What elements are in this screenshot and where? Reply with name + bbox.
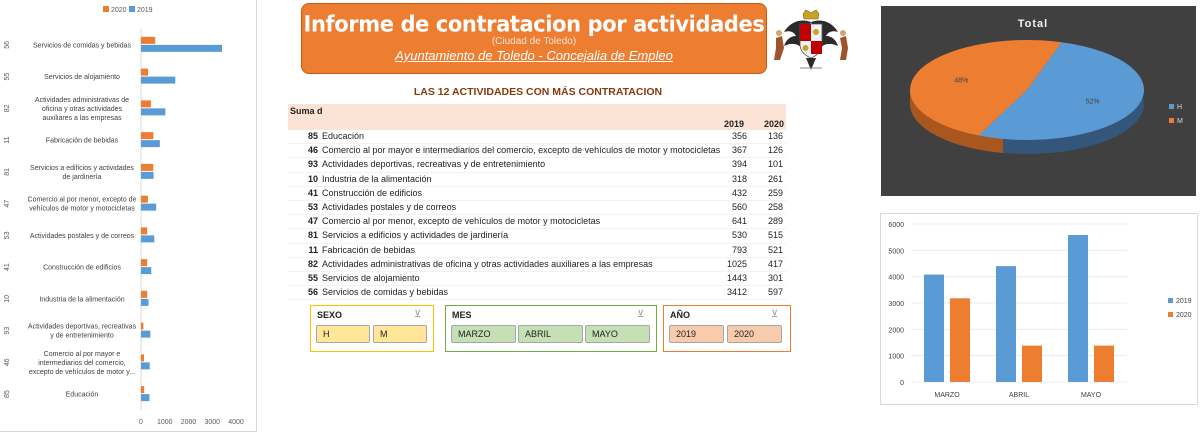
slicer-option-m[interactable]: M bbox=[373, 325, 427, 343]
legend-label-2019: 2019 bbox=[1176, 298, 1192, 305]
row-activity: Comercio al por mayor e intermediarios del comercio, excepto de vehículos de motor y motocicletas bbox=[322, 145, 721, 156]
row-value-2020: 261 bbox=[767, 173, 783, 184]
clear-filter-icon[interactable]: ⊻ bbox=[771, 309, 779, 320]
legend-swatch-h bbox=[1169, 104, 1174, 109]
y-tick-label: 4000 bbox=[888, 274, 904, 282]
bar-2020 bbox=[1094, 346, 1114, 382]
category-code: 11 bbox=[4, 136, 11, 144]
slicer-sexo-title: SEXO bbox=[317, 310, 343, 320]
bar-2019 bbox=[1068, 235, 1088, 382]
row-value-2019: 367 bbox=[731, 145, 747, 156]
bar-2019 bbox=[996, 266, 1016, 382]
table-row[interactable] bbox=[288, 229, 786, 243]
row-value-2020: 259 bbox=[767, 187, 783, 198]
row-value-2019: 793 bbox=[731, 244, 747, 255]
category-label: de jardinería bbox=[62, 173, 102, 181]
pie-title: Total bbox=[1017, 18, 1049, 30]
table-row[interactable] bbox=[288, 144, 786, 158]
table-row[interactable] bbox=[288, 130, 786, 144]
bar-2019 bbox=[141, 140, 160, 147]
bar-2020 bbox=[141, 354, 144, 361]
row-value-2020: 258 bbox=[767, 201, 783, 212]
row-code: 81 bbox=[307, 230, 318, 241]
category-code: 53 bbox=[4, 231, 11, 240]
bar-2019 bbox=[141, 267, 151, 274]
category-label: Servicios de alojamiento bbox=[44, 74, 120, 82]
category-code: 93 bbox=[4, 326, 11, 335]
x-tick-label: 1000 bbox=[156, 419, 173, 426]
row-value-2020: 136 bbox=[767, 131, 783, 141]
slicer-mes bbox=[445, 305, 657, 352]
category-code: 10 bbox=[4, 294, 11, 303]
row-activity: Industria de la alimentación bbox=[322, 173, 432, 184]
slicer-mes-title: MES bbox=[452, 310, 472, 320]
row-code: 53 bbox=[307, 201, 318, 212]
category-label: Servicios a edificios y actividades bbox=[30, 164, 134, 172]
category-label: auxiliares a las empresas bbox=[42, 114, 122, 122]
bar-2020 bbox=[141, 37, 155, 44]
row-code: 85 bbox=[307, 131, 318, 141]
row-value-2019: 641 bbox=[731, 216, 747, 227]
x-tick-label: MAYO bbox=[1080, 392, 1102, 399]
table-row[interactable] bbox=[288, 272, 786, 286]
row-activity: Comercio al por menor, excepto de vehículos de motor y motocicletas bbox=[322, 216, 601, 227]
row-code: 11 bbox=[308, 244, 318, 255]
row-activity: Fabricación de bebidas bbox=[322, 244, 416, 255]
activity-bar-chart-svg bbox=[0, 0, 256, 431]
pivot-body bbox=[288, 130, 786, 300]
category-label: Fabricación de bebidas bbox=[45, 137, 119, 145]
bar-2020 bbox=[950, 298, 970, 382]
legend-label-2019: 2019 bbox=[137, 7, 153, 14]
row-value-2020: 101 bbox=[767, 159, 783, 170]
legend-label-2020: 2020 bbox=[1176, 312, 1192, 319]
slicer-option-h[interactable]: H bbox=[316, 325, 370, 343]
bar-2020 bbox=[141, 291, 147, 298]
report-organization: Ayuntamiento de Toledo - Concejalia de Empleo bbox=[395, 48, 673, 63]
slicer-ano-title: AÑO bbox=[670, 310, 690, 320]
row-code: 55 bbox=[307, 272, 318, 283]
x-tick-label: 4000 bbox=[228, 419, 244, 426]
bar-2019 bbox=[141, 172, 154, 179]
month-bar-chart-svg bbox=[881, 214, 1197, 404]
legend-swatch-2019 bbox=[129, 6, 135, 12]
bar-2020 bbox=[141, 164, 153, 171]
row-value-2019: 432 bbox=[731, 187, 747, 198]
y-tick-label: 0 bbox=[900, 380, 904, 387]
y-tick-label: 1000 bbox=[888, 353, 904, 361]
table-row[interactable] bbox=[288, 173, 786, 187]
bar-2020 bbox=[141, 323, 143, 330]
row-value-2019: 394 bbox=[731, 159, 747, 170]
bar-2019 bbox=[141, 45, 222, 52]
table-row[interactable] bbox=[288, 187, 786, 201]
row-activity: Actividades deportivas, recreativas y de entretenimiento bbox=[322, 159, 546, 170]
legend-label-m: M bbox=[1177, 118, 1183, 125]
row-activity: Educación bbox=[322, 131, 365, 141]
category-label: Actividades administrativas de bbox=[34, 96, 130, 104]
y-tick-label: 5000 bbox=[888, 248, 904, 256]
row-value-2020: 289 bbox=[767, 216, 783, 227]
pivot-header bbox=[288, 104, 786, 130]
bar-2019 bbox=[141, 77, 175, 84]
x-tick-label: ABRIL bbox=[1008, 392, 1030, 399]
y-tick-label: 3000 bbox=[888, 301, 904, 308]
row-code: 93 bbox=[307, 159, 318, 170]
category-code: 55 bbox=[4, 72, 11, 81]
month-bar-chart bbox=[880, 213, 1198, 405]
category-label: intermediarios del comercio, bbox=[38, 359, 126, 367]
table-row[interactable] bbox=[288, 286, 786, 300]
row-activity: Servicios a edificios y actividades de jardinería bbox=[322, 230, 509, 241]
row-code: 56 bbox=[307, 287, 318, 298]
pivot-sum-label: Suma d bbox=[290, 106, 323, 116]
category-code: 56 bbox=[4, 40, 11, 49]
table-row[interactable] bbox=[288, 258, 786, 272]
row-activity: Actividades administrativas de oficina y otras actividades auxiliares a las empresas bbox=[322, 258, 653, 269]
bar-2019 bbox=[924, 275, 944, 382]
legend-label-h: H bbox=[1177, 104, 1183, 111]
table-row[interactable] bbox=[288, 244, 786, 258]
slicer-option-2020[interactable]: 2020 bbox=[727, 325, 782, 343]
category-label: Servicios de comidas y bebidas bbox=[32, 42, 132, 50]
bar-2020 bbox=[141, 227, 147, 234]
row-activity: Servicios de alojamiento bbox=[322, 272, 420, 283]
bar-2019 bbox=[141, 394, 149, 401]
pie-value-label: 48% bbox=[954, 77, 969, 85]
category-code: 81 bbox=[4, 167, 11, 176]
bar-2019 bbox=[141, 299, 149, 306]
activity-pivot-table[interactable] bbox=[288, 104, 786, 300]
row-code: 41 bbox=[307, 187, 318, 198]
category-label: Industria de la alimentación bbox=[39, 296, 125, 304]
category-label: oficina y otras actividades bbox=[41, 105, 123, 113]
row-value-2019: 560 bbox=[731, 201, 747, 212]
row-code: 47 bbox=[307, 216, 318, 227]
slicer-option-marzo[interactable]: MARZO bbox=[451, 325, 516, 343]
legend-swatch-2020 bbox=[103, 6, 109, 12]
category-label: vehículos de motor y motocicletas bbox=[29, 205, 135, 213]
legend-swatch-m bbox=[1169, 118, 1174, 123]
category-label: Educación bbox=[65, 391, 99, 399]
row-value-2019: 356 bbox=[731, 131, 747, 141]
slicer-option-2019[interactable]: 2019 bbox=[669, 325, 724, 343]
category-label: y de entretenimiento bbox=[50, 332, 114, 340]
category-label: Construcción de edificios bbox=[43, 264, 121, 272]
bar-2020 bbox=[141, 100, 151, 107]
clear-filter-icon[interactable]: ⊻ bbox=[414, 309, 422, 320]
row-activity: Actividades postales y de correos bbox=[322, 201, 457, 212]
bar-2020 bbox=[141, 386, 144, 393]
row-value-2020: 301 bbox=[767, 272, 783, 283]
category-label: Comercio al por menor, excepto de bbox=[27, 196, 137, 204]
activity-bar-chart bbox=[0, 0, 257, 432]
row-value-2019: 3412 bbox=[726, 287, 747, 298]
row-value-2019: 1025 bbox=[726, 258, 747, 269]
pie-chart-svg bbox=[881, 6, 1196, 196]
bar-2020 bbox=[141, 69, 148, 76]
row-value-2020: 515 bbox=[767, 230, 783, 241]
bar-2019 bbox=[141, 204, 156, 211]
row-activity: Servicios de comidas y bebidas bbox=[322, 287, 449, 298]
row-code: 10 bbox=[307, 173, 318, 184]
table-row[interactable] bbox=[288, 158, 786, 172]
bar-2020 bbox=[141, 132, 153, 139]
x-tick-label: 3000 bbox=[204, 419, 221, 426]
row-code: 82 bbox=[307, 258, 318, 269]
category-code: 47 bbox=[4, 199, 11, 208]
category-code: 85 bbox=[4, 390, 11, 399]
category-code: 82 bbox=[4, 104, 11, 113]
bar-2019 bbox=[141, 331, 150, 338]
legend-swatch-2019 bbox=[1168, 298, 1173, 303]
row-value-2020: 597 bbox=[767, 287, 783, 298]
y-tick-label: 6000 bbox=[888, 222, 904, 229]
slicer-option-mayo[interactable]: MAYO bbox=[585, 325, 650, 343]
legend-label-2020: 2020 bbox=[111, 7, 127, 14]
row-value-2020: 521 bbox=[767, 244, 783, 255]
category-label: Actividades deportivas, recreativas bbox=[27, 323, 137, 331]
legend-swatch-2020 bbox=[1168, 312, 1173, 317]
table-row[interactable] bbox=[288, 215, 786, 229]
row-value-2019: 1443 bbox=[726, 272, 747, 283]
pie-chart-total bbox=[881, 6, 1196, 196]
row-activity: Construcción de edificios bbox=[322, 187, 423, 198]
bar-2019 bbox=[141, 362, 150, 369]
x-tick-label: MARZO bbox=[934, 392, 960, 399]
category-label: excepto de vehículos de motor y... bbox=[28, 368, 136, 376]
slicer-option-abril[interactable]: ABRIL bbox=[518, 325, 583, 343]
report-title: Informe de contratacion por actividades bbox=[303, 11, 765, 37]
row-value-2019: 530 bbox=[731, 230, 747, 241]
x-tick-label: 0 bbox=[139, 419, 143, 426]
bar-2020 bbox=[1022, 346, 1042, 382]
category-code: 46 bbox=[4, 358, 11, 367]
x-tick-label: 2000 bbox=[180, 419, 197, 426]
y-tick-label: 2000 bbox=[888, 327, 904, 335]
slicer-ano bbox=[663, 305, 791, 352]
report-header bbox=[301, 3, 767, 74]
table-row[interactable] bbox=[288, 201, 786, 215]
slicer-sexo bbox=[310, 305, 434, 352]
pivot-col-2019[interactable]: 2019 bbox=[724, 119, 745, 129]
category-label: Comercio al por mayor e bbox=[43, 350, 121, 358]
category-code: 41 bbox=[4, 263, 11, 272]
bar-2019 bbox=[141, 108, 165, 115]
row-code: 46 bbox=[307, 145, 318, 156]
pie-value-label: 52% bbox=[1085, 98, 1100, 106]
table-title: LAS 12 ACTIVIDADES CON MÁS CONTRATACION bbox=[413, 86, 663, 98]
category-label: Actividades postales y de correos bbox=[29, 232, 135, 240]
clear-filter-icon[interactable]: ⊻ bbox=[637, 309, 645, 320]
bar-2019 bbox=[141, 235, 154, 242]
report-subtitle: (Ciudad de Toledo) bbox=[491, 36, 577, 47]
row-value-2020: 126 bbox=[767, 145, 783, 156]
bar-2020 bbox=[141, 196, 148, 203]
pivot-col-2020[interactable]: 2020 bbox=[764, 119, 785, 129]
toledo-coat-of-arms bbox=[770, 8, 852, 78]
row-value-2019: 318 bbox=[731, 173, 747, 184]
bar-2020 bbox=[141, 259, 147, 266]
row-value-2020: 417 bbox=[767, 258, 783, 269]
